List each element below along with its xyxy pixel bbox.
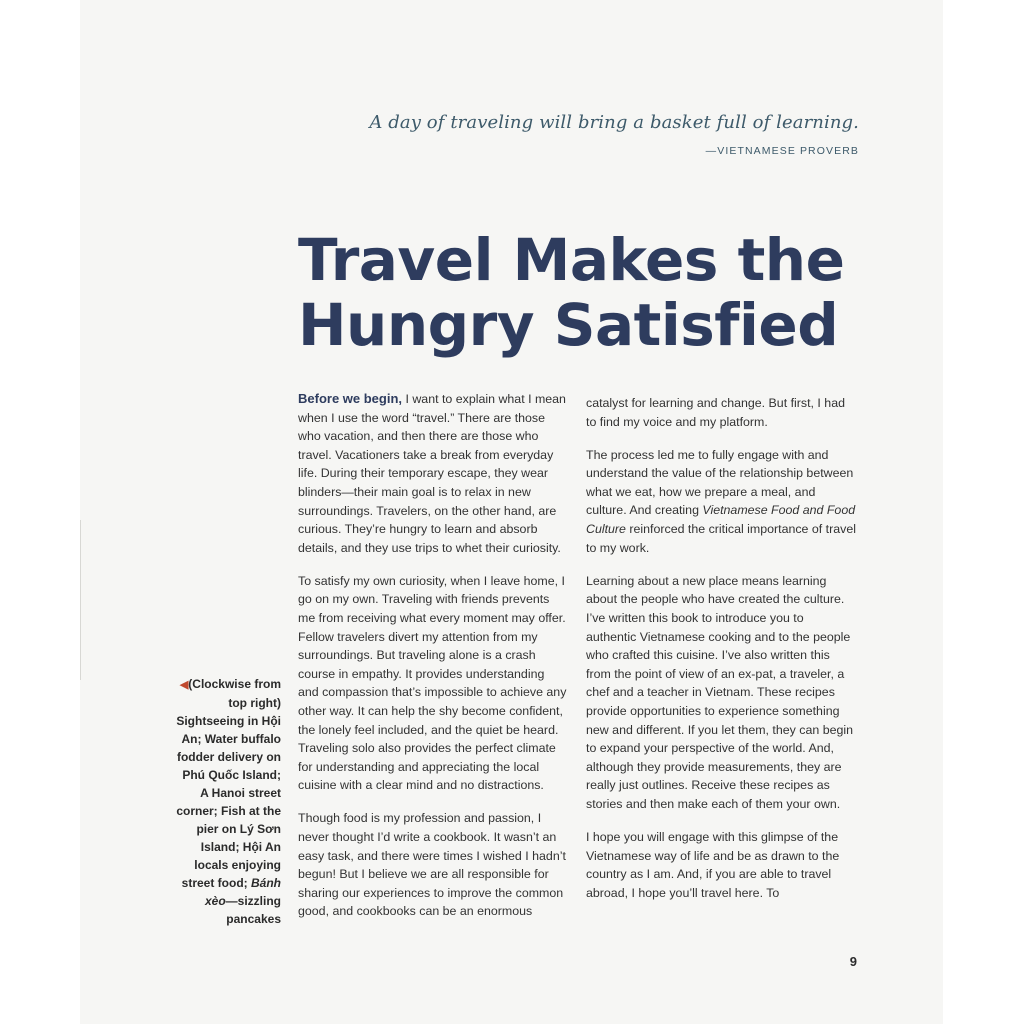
epigraph-quote: A day of traveling will bring a basket full of learning. xyxy=(369,112,859,133)
book-title-italic: Vietnamese Food and Food Culture xyxy=(586,503,856,537)
paragraph: Learning about a new place means learning about the people who have created the culture. I’ve written this book to introduce you to authentic Vietnamese cooking and to the people who crafted this cuisine. I’ve also written this from the point of view of an ex-pat, a traveler, a chef and a teacher in Vietnam. These recipes provide opportunities to experience something new and different. If you let them, they can begin to expand your perspective of the world. And, although they provide measurements, they are really just outlines. Receive these recipes as stories and then make each of them your own. xyxy=(586,573,854,811)
paragraph: I hope you will engage with this glimpse of the Vietnamese way of life and be as drawn to the country as I am. And, if you are able to travel abroad, I hope you’ll travel here. To xyxy=(586,829,840,900)
chapter-title-line-1: Travel Makes the xyxy=(298,226,845,294)
lead-in: Before we begin, xyxy=(298,391,403,406)
body-column-left xyxy=(298,390,568,936)
paragraph-text-end: reinforced the critical importance of travel to my work. xyxy=(586,522,856,555)
paragraph: To satisfy my own curiosity, when I leave home, I go on my own. Traveling with friends prevents me from receiving what every moment may offer. Fellow travelers divert my attention from my surroundings. But traveling alone is a crash course in empathy. It provides understanding and compassion that’s impossible to achieve any other way. It can help the shy become confident, the lonely feel included, and the quiet be heard. Traveling solo also provides the perfect climate for understanding and appreciating the local cuisine with a clear mind and no distractions. xyxy=(298,573,567,793)
caption-arrow-icon: ◀ xyxy=(179,679,189,691)
paragraph: catalyst for learning and change. But first, I had to find my voice and my platform. xyxy=(586,396,845,429)
caption-text: (Clockwise from top right) Sightseeing in Hội An; Water buffalo fodder delivery on Phú Quốc Island; A Hanoi street corner; Fish at the pier on Lý Sơn Island; Hội An locals enjoying street food; xyxy=(176,677,281,890)
page-number: 9 xyxy=(849,954,857,969)
caption-italic-text: Bánh xèo xyxy=(204,876,281,908)
photo-caption xyxy=(172,675,281,928)
book-page xyxy=(80,0,943,1024)
paragraph-text: The process led me to fully engage with and understand the value of the relationship between what we eat, how we prepare a meal, and culture. And creating xyxy=(586,447,854,518)
paragraph xyxy=(298,390,568,557)
epigraph xyxy=(369,112,859,157)
paragraph xyxy=(586,446,856,558)
caption-text-end: —sizzling pancakes xyxy=(225,894,281,926)
body-column-right xyxy=(586,394,856,917)
page-gutter-divider xyxy=(80,520,81,680)
paragraph: Though food is my profession and passion, I never thought I’d write a cookbook. It wasn’t an easy task, and there were times I wished I hadn’t begun! But I believe we are all responsible for sharing our experiences to improve the common good, and cookbooks can be an enormous xyxy=(298,811,566,919)
epigraph-attribution: —VIETNAMESE PROVERB xyxy=(705,145,859,157)
chapter-title-line-2: Hungry Satisfied xyxy=(298,291,839,359)
paragraph-text: I want to explain what I mean when I use the word “travel.” There are those who vacation, and then there are those who travel. Vacationers take a break from everyday life. During their temporary escape, they wear blinders—their main goal is to relax in new surroundings. Travelers, on the other hand, are curious. They’re hungry to learn and absorb details, and they use trips to whet their curiosity. xyxy=(298,392,566,555)
chapter-title xyxy=(298,228,844,358)
